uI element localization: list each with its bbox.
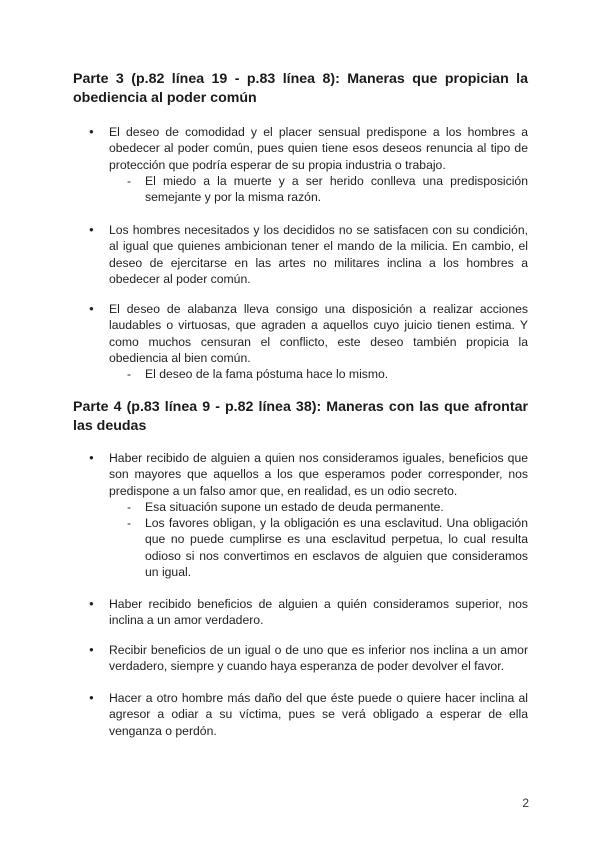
- part3-bullet-1: ● El deseo de comodidad y el placer sensual predispone a los hombres a obedecer al poder común, pues quien tiene esos deseos renuncia al tipo de protección que podría esperar de su propia industria o trabajo.: [109, 124, 528, 173]
- part4-bullet-2: ● Haber recibido beneficios de alguien a quién consideramos superior, nos inclina a un amor verdadero.: [109, 596, 528, 629]
- part4-bullet-4: ● Hacer a otro hombre más daño del que éste puede o quiere hacer inclina al agresor a odiar a su víctima, pues se verá obligado a esperar de ella venganza o perdón.: [109, 690, 528, 739]
- part3-sub-1: - El miedo a la muerte y a ser herido conlleva una predisposición semejante y por la misma razón.: [145, 173, 528, 206]
- part4-sub-1: - Esa situación supone un estado de deuda permanente.: [145, 499, 528, 515]
- part4-bullet-1: ● Haber recibido de alguien a quien nos consideramos iguales, beneficios que son mayores que aquellos a los que esperamos poder corresponder, nos predispone a un falso amor que, en realidad, es un odio secreto.: [109, 450, 528, 499]
- part3-bullet-2: ● Los hombres necesitados y los decididos no se satisfacen con su condición, al igual que quienes ambicionan tener el mando de la milicia. En cambio, el deseo de ejercitarse en las artes no militares inclina a los hombres a obedecer al poder común.: [109, 222, 528, 288]
- part4-sub-2: - Los favores obligan, y la obligación es una esclavitud. Una obligación que no puede cumplirse es una esclavitud perpetua, lo cual resulta odioso si nos convertimos en esclavos de alguien que consideramos un igual.: [145, 515, 528, 581]
- part4-bullet-3: ● Recibir beneficios de un igual o de uno que es inferior nos inclina a un amor verdadero, siempre y cuando haya esperanza de poder devolver el favor.: [109, 642, 528, 675]
- page-number: 2: [522, 796, 529, 810]
- part4-heading: Parte 4 (p.83 línea 9 - p.82 línea 38): Maneras con las que afrontar las deudas: [73, 399, 528, 434]
- part3-heading: Parte 3 (p.82 línea 19 - p.83 línea 8): Maneras que propician la obediencia al poder común: [73, 71, 528, 106]
- part3-bullet-3: ● El deseo de alabanza lleva consigo una disposición a realizar acciones laudables o virtuosas, que agraden a aquellos cuyo juicio tienen estima. Y como muchos censuran el conflicto, este deseo también propicia la obediencia al bien común.: [109, 301, 528, 367]
- part3-sub-2: - El deseo de la fama póstuma hace lo mismo.: [145, 366, 528, 382]
